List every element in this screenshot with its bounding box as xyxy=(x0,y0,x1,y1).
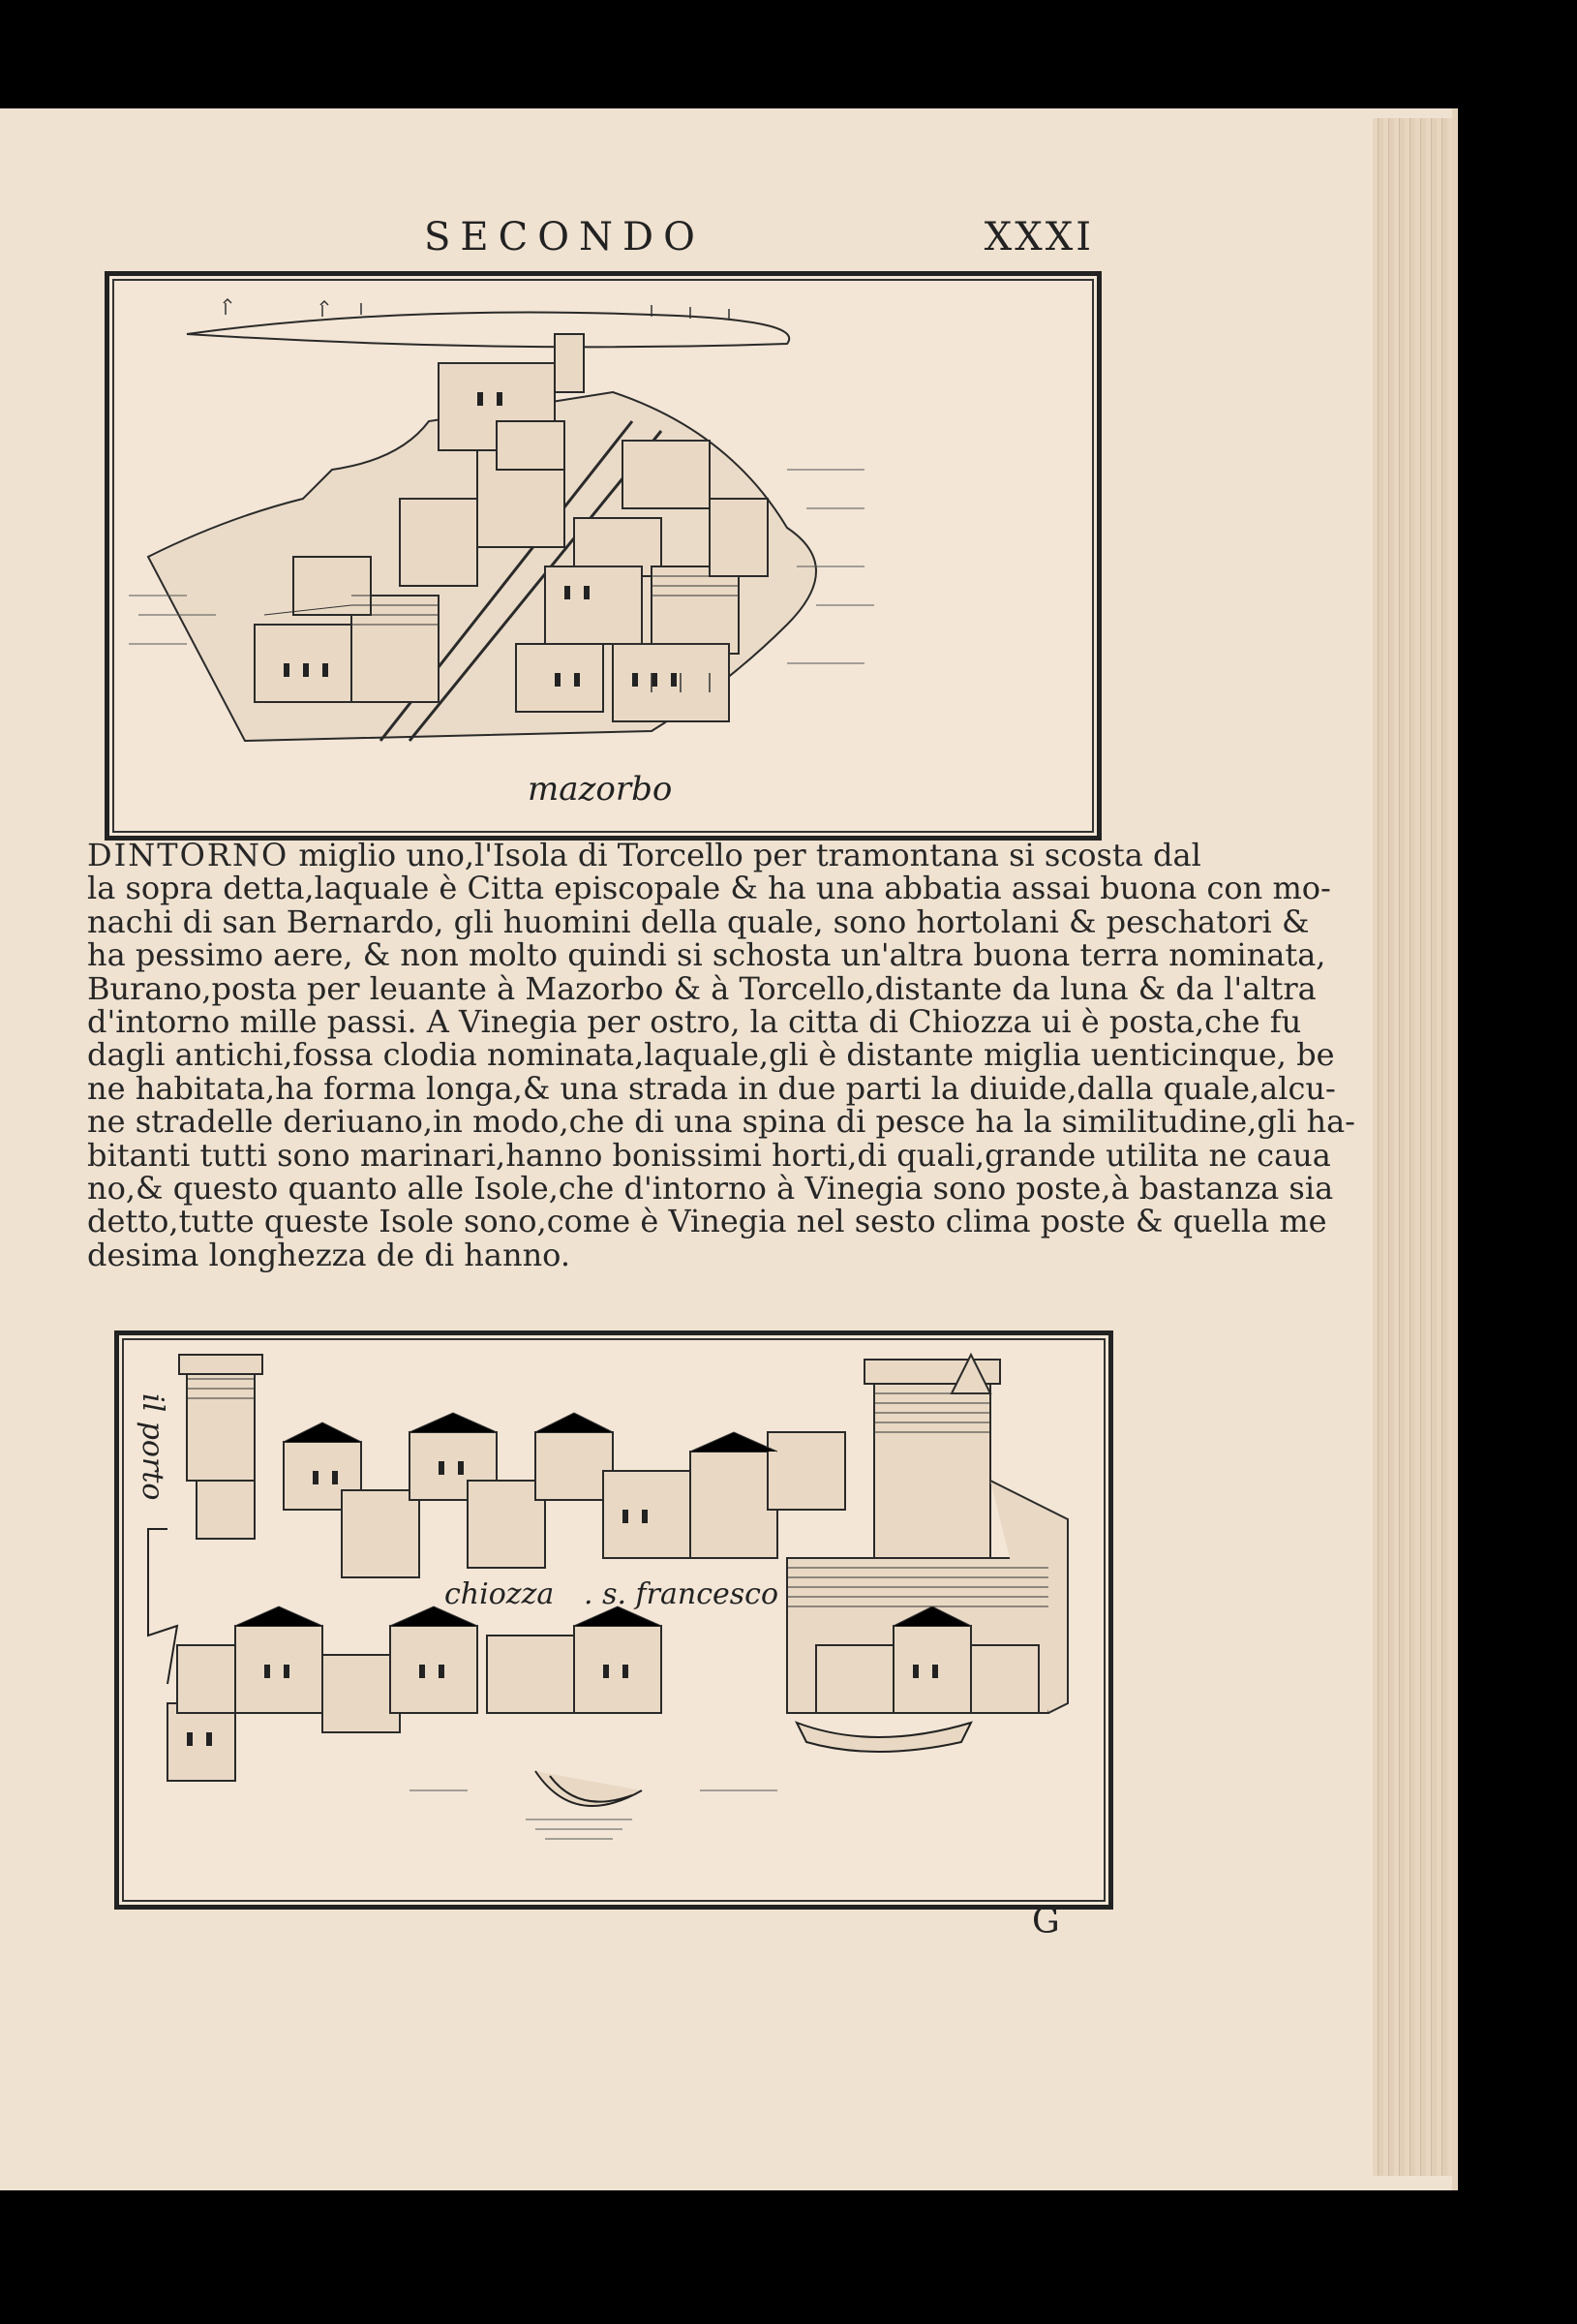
chiozza-illustration xyxy=(119,1335,1108,1905)
text-line-10: bitanti tutti sono marinari,hanno bonissimi horti,di quali,grande utilita ne caua xyxy=(87,1136,1331,1174)
text-line-4: ha pessimo aere, & non molto quindi si schosta un'altra buona terra nominata, xyxy=(87,936,1326,974)
text-line-7: dagli antichi,fossa clodia nominata,laquale,gli è distante miglia uenticinque, be xyxy=(87,1036,1335,1074)
text-line-13: desima longhezza de di hanno. xyxy=(87,1236,571,1273)
label-porto: il porto xyxy=(136,1393,169,1501)
mazorbo-illustration xyxy=(109,276,1097,836)
caption-mazorbo: mazorbo xyxy=(528,770,673,809)
body-text xyxy=(87,837,1355,1273)
text-line-6: d'intorno mille passi. A Vinegia per ostro, la citta di Chiozza ui è posta,che fu xyxy=(87,1003,1302,1041)
label-san-francesco: . s. francesco xyxy=(584,1577,779,1611)
folio-number: XXXI xyxy=(984,215,1094,260)
text-line-11: no,& questo quanto alle Isole,che d'intorno à Vinegia sono poste,à bastanza sia xyxy=(87,1170,1334,1208)
text-line-1: DINTORNO miglio uno,l'Isola di Torcello per tramontana si scosta dal xyxy=(87,837,1201,873)
bleed-through-top xyxy=(1094,252,1336,813)
text-line-2: la sopra detta,laquale è Citta episcopale & ha una abbatia assai buona con mo- xyxy=(87,870,1331,907)
text-line-12: detto,tutte queste Isole sono,come è Vinegia nel sesto clima poste & quella me xyxy=(87,1203,1327,1240)
text-line-3: nachi di san Bernardo, gli huomini della quale, sono hortolani & peschatori & xyxy=(87,902,1310,940)
woodcut-mazorbo xyxy=(105,271,1102,841)
text-line-5: Burano,posta per leuante à Mazorbo & à Torcello,distante da luna & da l'altra xyxy=(87,969,1317,1007)
text-line-8: ne habitata,ha forma longa,& una strada in due parti la diuide,dalla quale,alcu- xyxy=(87,1069,1336,1107)
label-chiozza: chiozza xyxy=(444,1577,555,1611)
woodcut-chiozza xyxy=(114,1330,1113,1910)
signature-mark: G xyxy=(1032,1902,1060,1942)
page-edges xyxy=(1373,118,1452,2176)
lead-word: DINTORNO xyxy=(87,837,289,873)
running-head: SECONDO xyxy=(424,215,705,260)
page-header xyxy=(416,215,1094,263)
text-line-9: ne stradelle deriuano,in modo,che di una spina di pesce ha la similitudine,gli ha- xyxy=(87,1103,1355,1141)
